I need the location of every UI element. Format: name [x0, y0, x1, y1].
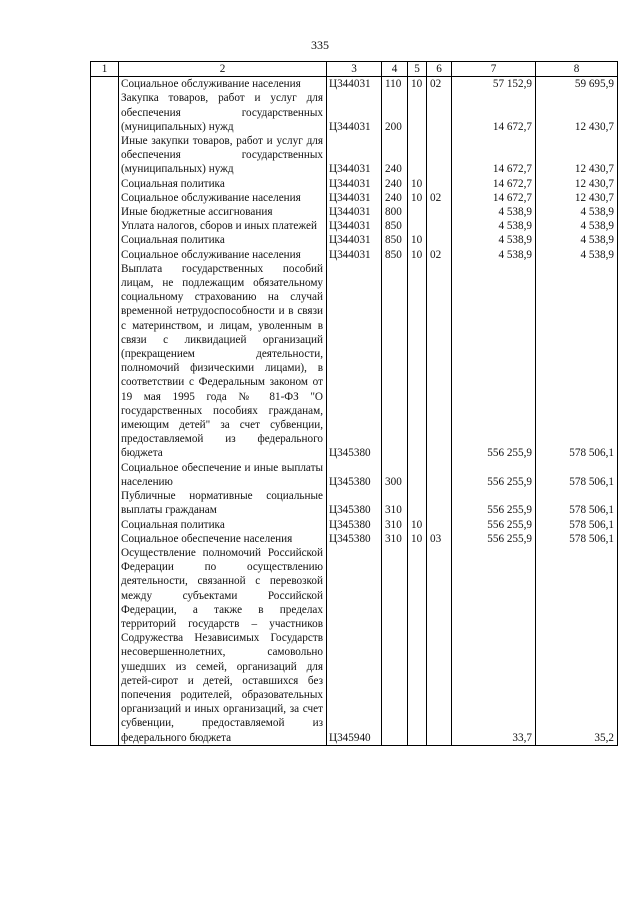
row-value-year1: 14 672,7	[452, 191, 536, 205]
row-code: Ц344031	[327, 233, 382, 247]
row-section	[408, 219, 427, 233]
row-value-year2: 4 538,9	[536, 205, 618, 219]
header-cell: 7	[452, 62, 536, 77]
row-value-year1: 4 538,9	[452, 205, 536, 219]
row-value-year2: 578 506,1	[536, 532, 618, 546]
row-index-cell	[91, 77, 119, 92]
row-name: Социальное обслуживание населения	[119, 191, 327, 205]
row-value-year1: 57 152,9	[452, 77, 536, 92]
row-value-year1: 556 255,9	[452, 532, 536, 546]
row-index-cell	[91, 546, 119, 745]
row-value-year1: 14 672,7	[452, 134, 536, 177]
row-name: Иные закупки товаров, работ и услуг для обеспечения государственных (муниципальных) нужд	[119, 134, 327, 177]
table-row	[91, 191, 618, 205]
row-subsection: 02	[427, 77, 452, 92]
row-index-cell	[91, 91, 119, 134]
table-row	[91, 489, 618, 517]
row-index-cell	[91, 461, 119, 489]
row-expense-type: 310	[382, 532, 408, 546]
row-expense-type: 850	[382, 219, 408, 233]
row-code: Ц344031	[327, 91, 382, 134]
row-value-year1: 556 255,9	[452, 489, 536, 517]
row-value-year1: 33,7	[452, 546, 536, 745]
row-value-year2: 578 506,1	[536, 489, 618, 517]
row-index-cell	[91, 219, 119, 233]
row-index-cell	[91, 191, 119, 205]
header-row	[91, 62, 618, 77]
row-value-year1: 14 672,7	[452, 177, 536, 191]
row-value-year2: 4 538,9	[536, 233, 618, 247]
table-row	[91, 248, 618, 262]
row-code: Ц345380	[327, 518, 382, 532]
row-section	[408, 546, 427, 745]
row-subsection	[427, 91, 452, 134]
row-index-cell	[91, 518, 119, 532]
row-name: Социальное обеспечение и иные выплаты населению	[119, 461, 327, 489]
row-subsection	[427, 262, 452, 461]
row-value-year2: 12 430,7	[536, 91, 618, 134]
row-expense-type	[382, 262, 408, 461]
row-value-year2: 12 430,7	[536, 191, 618, 205]
row-value-year2: 4 538,9	[536, 248, 618, 262]
row-section	[408, 91, 427, 134]
row-subsection	[427, 518, 452, 532]
row-code: Ц345380	[327, 489, 382, 517]
row-value-year2: 59 695,9	[536, 77, 618, 92]
row-expense-type: 310	[382, 489, 408, 517]
row-name: Социальная политика	[119, 518, 327, 532]
row-subsection	[427, 134, 452, 177]
row-section	[408, 489, 427, 517]
row-value-year1: 4 538,9	[452, 233, 536, 247]
row-value-year2: 578 506,1	[536, 461, 618, 489]
header-cell: 5	[408, 62, 427, 77]
row-expense-type: 300	[382, 461, 408, 489]
row-value-year2: 12 430,7	[536, 177, 618, 191]
row-name: Уплата налогов, сборов и иных платежей	[119, 219, 327, 233]
row-value-year1: 4 538,9	[452, 248, 536, 262]
row-code: Ц344031	[327, 219, 382, 233]
row-subsection	[427, 219, 452, 233]
row-subsection	[427, 233, 452, 247]
table-row	[91, 177, 618, 191]
row-expense-type: 200	[382, 91, 408, 134]
row-section: 10	[408, 532, 427, 546]
row-value-year1: 14 672,7	[452, 91, 536, 134]
row-expense-type: 850	[382, 248, 408, 262]
row-section: 10	[408, 248, 427, 262]
row-subsection	[427, 461, 452, 489]
table-body	[91, 77, 618, 746]
row-subsection	[427, 546, 452, 745]
row-name: Социальное обслуживание населения	[119, 77, 327, 92]
row-section	[408, 262, 427, 461]
row-value-year2: 578 506,1	[536, 518, 618, 532]
row-name: Выплата государственных пособий лицам, не подлежащим обязательному социальному страхованию на случай временной нетрудоспособности и в связи с материнством, и лицам, уволенным в связи с ликвидацией организаций (прекращением деятельности, полномочий физическими лицами), в соответствии с Федеральным законом от 19 мая 1995 года № 81-ФЗ "О государственных пособиях гражданам, имеющим детей" за счет субвенции, предоставляемой из федерального бюджета	[119, 262, 327, 461]
row-code: Ц345380	[327, 262, 382, 461]
header-cell: 6	[427, 62, 452, 77]
row-name: Социальная политика	[119, 177, 327, 191]
row-index-cell	[91, 177, 119, 191]
table-row	[91, 91, 618, 134]
row-code: Ц344031	[327, 205, 382, 219]
table-row	[91, 546, 618, 745]
row-subsection: 03	[427, 532, 452, 546]
row-expense-type: 240	[382, 191, 408, 205]
row-value-year1: 556 255,9	[452, 262, 536, 461]
row-name: Осуществление полномочий Российской Федерации по осуществлению деятельности, связанной с перевозкой между субъектами Российской Федерации, а также в пределах территорий государств – участников Содружества Независимых Государств несовершеннолетних, самовольно ушедших из семей, организаций для детей-сирот и детей, оставшихся без попечения родителей, образовательных организаций и иных организаций, за счет субвенции, предоставляемой из федерального бюджета	[119, 546, 327, 745]
row-section	[408, 205, 427, 219]
row-subsection: 02	[427, 191, 452, 205]
table-row	[91, 532, 618, 546]
row-section: 10	[408, 518, 427, 532]
row-section	[408, 461, 427, 489]
row-name: Закупка товаров, работ и услуг для обеспечения государственных (муниципальных) нужд	[119, 91, 327, 134]
row-expense-type: 850	[382, 233, 408, 247]
header-cell: 1	[91, 62, 119, 77]
row-value-year1: 556 255,9	[452, 461, 536, 489]
row-name: Социальное обеспечение населения	[119, 532, 327, 546]
row-section: 10	[408, 77, 427, 92]
row-value-year1: 4 538,9	[452, 219, 536, 233]
row-index-cell	[91, 489, 119, 517]
row-value-year2: 12 430,7	[536, 134, 618, 177]
row-index-cell	[91, 205, 119, 219]
row-index-cell	[91, 532, 119, 546]
row-subsection	[427, 205, 452, 219]
row-expense-type	[382, 546, 408, 745]
row-code: Ц344031	[327, 177, 382, 191]
table-row	[91, 205, 618, 219]
row-value-year2: 4 538,9	[536, 219, 618, 233]
table-row	[91, 233, 618, 247]
table-row	[91, 219, 618, 233]
row-code: Ц344031	[327, 134, 382, 177]
row-index-cell	[91, 262, 119, 461]
table-row	[91, 134, 618, 177]
row-expense-type: 240	[382, 134, 408, 177]
row-subsection: 02	[427, 248, 452, 262]
row-name: Социальное обслуживание населения	[119, 248, 327, 262]
header-cell: 2	[119, 62, 327, 77]
table-row	[91, 518, 618, 532]
row-index-cell	[91, 248, 119, 262]
table-row	[91, 262, 618, 461]
row-index-cell	[91, 134, 119, 177]
row-code: Ц344031	[327, 248, 382, 262]
row-subsection	[427, 489, 452, 517]
row-expense-type: 800	[382, 205, 408, 219]
row-value-year1: 556 255,9	[452, 518, 536, 532]
table-row	[91, 461, 618, 489]
row-value-year2: 578 506,1	[536, 262, 618, 461]
row-code: Ц345380	[327, 461, 382, 489]
row-value-year2: 35,2	[536, 546, 618, 745]
row-expense-type: 240	[382, 177, 408, 191]
row-expense-type: 310	[382, 518, 408, 532]
budget-table	[90, 61, 618, 746]
header-cell: 8	[536, 62, 618, 77]
row-name: Иные бюджетные ассигнования	[119, 205, 327, 219]
row-code: Ц344031	[327, 77, 382, 92]
row-section: 10	[408, 191, 427, 205]
row-code: Ц345940	[327, 546, 382, 745]
row-section: 10	[408, 177, 427, 191]
row-name: Публичные нормативные социальные выплаты гражданам	[119, 489, 327, 517]
table-row	[91, 77, 618, 92]
row-code: Ц344031	[327, 191, 382, 205]
row-section	[408, 134, 427, 177]
row-section: 10	[408, 233, 427, 247]
header-cell: 4	[382, 62, 408, 77]
row-index-cell	[91, 233, 119, 247]
row-subsection	[427, 177, 452, 191]
row-code: Ц345380	[327, 532, 382, 546]
row-expense-type: 110	[382, 77, 408, 92]
row-name: Социальная политика	[119, 233, 327, 247]
header-cell: 3	[327, 62, 382, 77]
page-number: 335	[311, 38, 329, 52]
